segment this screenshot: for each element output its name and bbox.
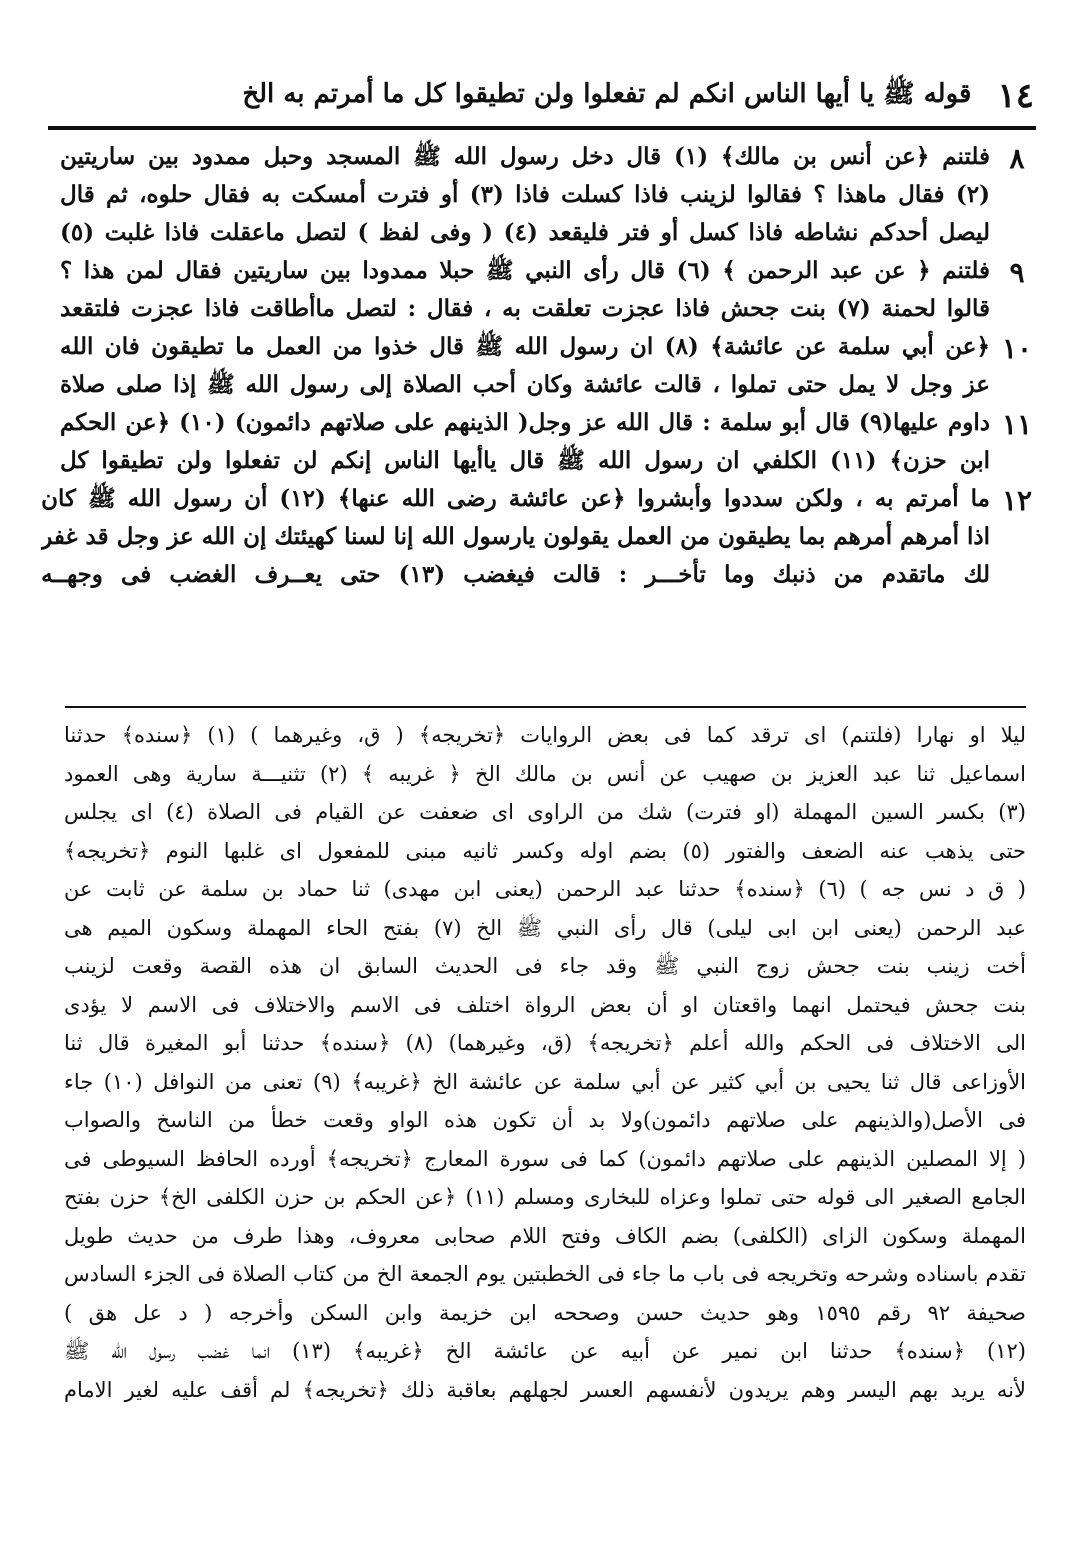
hadith-9 [60, 252, 1044, 328]
text-line: (٢) فقال ماهذا ؟ فقالوا لزينب فاذا كسلت فاذا (٣) أو فترت أمسكت به فقال حلوه، ثم قال [60, 181, 990, 208]
hadith-12 [41, 480, 1044, 594]
text-line: ﴿عن أبي سلمة عن عائشة﴾ (٨) ان رسول الله ﷺ قال خذوا من العمل ما تطيقون فان الله [60, 333, 990, 360]
note-line: ليلا او نهارا (فلتنم) اى ترقد كما فى بعض الروايات ﴿تخريجه﴾ ( ق، وغيرهما ) (١) ﴿سنده﴾ حدثنا [64, 723, 1026, 747]
hadith-number: ١١ [1001, 408, 1033, 441]
text-line: اذا أمرهم أمرهم بما يطيقون من العمل يقولون يارسول الله إنا لسنا كهيئتك إن الله عز وجل قد غفر [41, 523, 990, 550]
hadith-11 [60, 404, 1044, 480]
page-header [60, 70, 1034, 122]
note-line: المهملة وسكون الزاى (الكلفى) بضم الكاف وفتح اللام صحابى معروف، وهذا طرف من حديث طويل [64, 1223, 1026, 1248]
hadith-number: ٨ [1009, 142, 1025, 175]
note-line: حتى يذهب عنه الضعف والفتور (٥) بضم اوله وكسر ثانيه مبنى للمفعول اى غلبها النوم ﴿تخريجه﴾ [64, 838, 1026, 863]
text-line: فلتنم ﴿عن أنس بن مالك﴾ (١) قال دخل رسول الله ﷺ المسجد وحبل ممدود بين ساريتين [60, 143, 990, 170]
note-line: الجامع الصغير الى قوله حتى تملوا وعزاه للبخارى ومسلم (١١) ﴿عن الحكم بن حزن الكلفى الخ﴾ حزن بفتح [64, 1185, 1026, 1209]
note-line: لأنه يريد بهم اليسر وهم يريدون لأنفسهم العسر لجهلهم بعاقبة ذلك ﴿تخريجه﴾ لم أقف عليه لغير الامام [64, 1377, 1026, 1402]
note-line: (١٢) ﴿سنده﴾ حدثنا ابن نمير عن أبيه عن عائشة الخ ﴿غريبه﴾ (١٣) انما غضب رسول الله ﷺ [64, 1339, 1026, 1363]
note-line: أخت زينب بنت جحش زوج النبي ﷺ وقد جاء فى الحديث السابق ان هذه القصة وقعت لزينب [64, 954, 1026, 978]
note-line: الى الاختلاف فى الحكم والله أعلم ﴿تخريجه﴾ (ق، وغيرهما) (٨) ﴿سنده﴾ حدثنا أبو المغيرة قال ثنا [64, 1031, 1026, 1055]
note-line: الأوزاعى قال ثنا يحيى بن أبي كثير عن أبي سلمة عن عائشة الخ ﴿غريبه﴾ (٩) تعنى من النوافل (١٠) جاء [64, 1069, 1026, 1094]
text-line: فلتنم ﴿ عن عبد الرحمن ﴾ (٦) قال رأى النبي ﷺ حبلا ممدودا بين ساريتين فقال لمن هذا ؟ [60, 257, 990, 284]
text-line: لك ماتقدم من ذنبك وما تأخـــر : قالت فيغضب (١٣) حتى يعــرف الغضب فى وجهــه [41, 561, 990, 588]
note-line: ( إلا المصلين الذينهم على صلاتهم دائمون) كما فى سورة المعارج ﴿تخريجه﴾ أورده الحافظ السيوطى فى [64, 1146, 1026, 1171]
header-rule [48, 126, 1036, 130]
note-line: عبد الرحمن (يعنى ابن ابى ليلى) قال رأى النبي ﷺ الخ (٧) بفتح الحاء المهملة وسكون الميم هى [64, 915, 1026, 940]
text-line: ابن حزن﴾ (١١) الكلفي ان رسول الله ﷺ قال ياأيها الناس إنكم لن تفعلوا ولن تطيقوا كل [60, 447, 990, 474]
hadith-number: ٩ [1009, 256, 1025, 289]
note-line: اسماعيل ثنا عبد العزيز بن صهيب عن أنس بن مالك الخ ﴿ غريبه ﴾ (٢) تثنيـــة سارية وهى العمود [64, 761, 1026, 786]
note-line: صحيفة ٩٢ رقم ١٥٩٥ وهو حديث حسن وصححه ابن خزيمة وابن السكن وأخرجه ( د عل هق ) [64, 1300, 1026, 1325]
commentary-notes [64, 716, 1026, 1409]
footnote-rule [65, 706, 1026, 708]
text-line: داوم عليها(٩) قال أبو سلمة : قال الله عز وجل( الذينهم على صلاتهم دائمون) (١٠) ﴿عن الحكم [60, 409, 990, 436]
hadith-8 [60, 138, 1044, 252]
running-title: قوله ﷺ يا أيها الناس انكم لم تفعلوا ولن تطيقوا كل ما أمرتم به الخ [242, 79, 972, 109]
hadith-number: ١٠ [1001, 332, 1033, 365]
hadith-10 [60, 328, 1044, 404]
hadith-number: ١٢ [1001, 484, 1033, 517]
note-line: تقدم باسناده وشرحه وتخريجه فى باب ما جاء فى الخطبتين يوم الجمعة الخ من كتاب الصلاة فى الجزء السادس [64, 1262, 1026, 1286]
note-line: ( ق د نس جه ) (٦) ﴿سنده﴾ حدثنا عبد الرحمن (يعنى ابن مهدى) ثنا حماد بن سلمة عن ثابت عن [64, 877, 1026, 901]
text-line: قالوا لحمنة (٧) بنت جحش فاذا عجزت تعلقت به ، فقال : لتصل ماأطاقت فاذا عجزت فلتقعد [60, 295, 990, 322]
note-line: فى الأصل(والذينهم على صلاتهم دائمون)ولا بد أن تكون هذه الواو وقعت خطأ من الناسخ والصواب [64, 1108, 1026, 1132]
text-line: عز وجل لا يمل حتى تملوا ، قالت عائشة وكان أحب الصلاة إلى رسول الله ﷺ إذا صلى صلاة [60, 371, 990, 398]
note-line: بنت جحش فيحتمل انهما واقعتان او أن بعض الرواة اختلف فى الاسم والاختلاف فى الاسم لا يؤدى [64, 992, 1026, 1017]
text-line: ليصل أحدكم نشاطه فاذا كسل أو فتر فليقعد (٤) ( وفى لفظ ) لتصل ماعقلت فاذا غلبت (٥) [60, 219, 990, 246]
text-line: ما أمرتم به ، ولكن سددوا وأبشروا ﴿عن عائشة رضى الله عنها﴾ (١٢) أن رسول الله ﷺ كان [41, 485, 990, 512]
note-line: (٣) بكسر السين المهملة (او فترت) شك من الراوى اى ضعفت عن القيام فى الصلاة (٤) اى يجلس [64, 800, 1026, 824]
hadith-text [41, 138, 1044, 594]
page-number: ١٤ [997, 76, 1034, 116]
